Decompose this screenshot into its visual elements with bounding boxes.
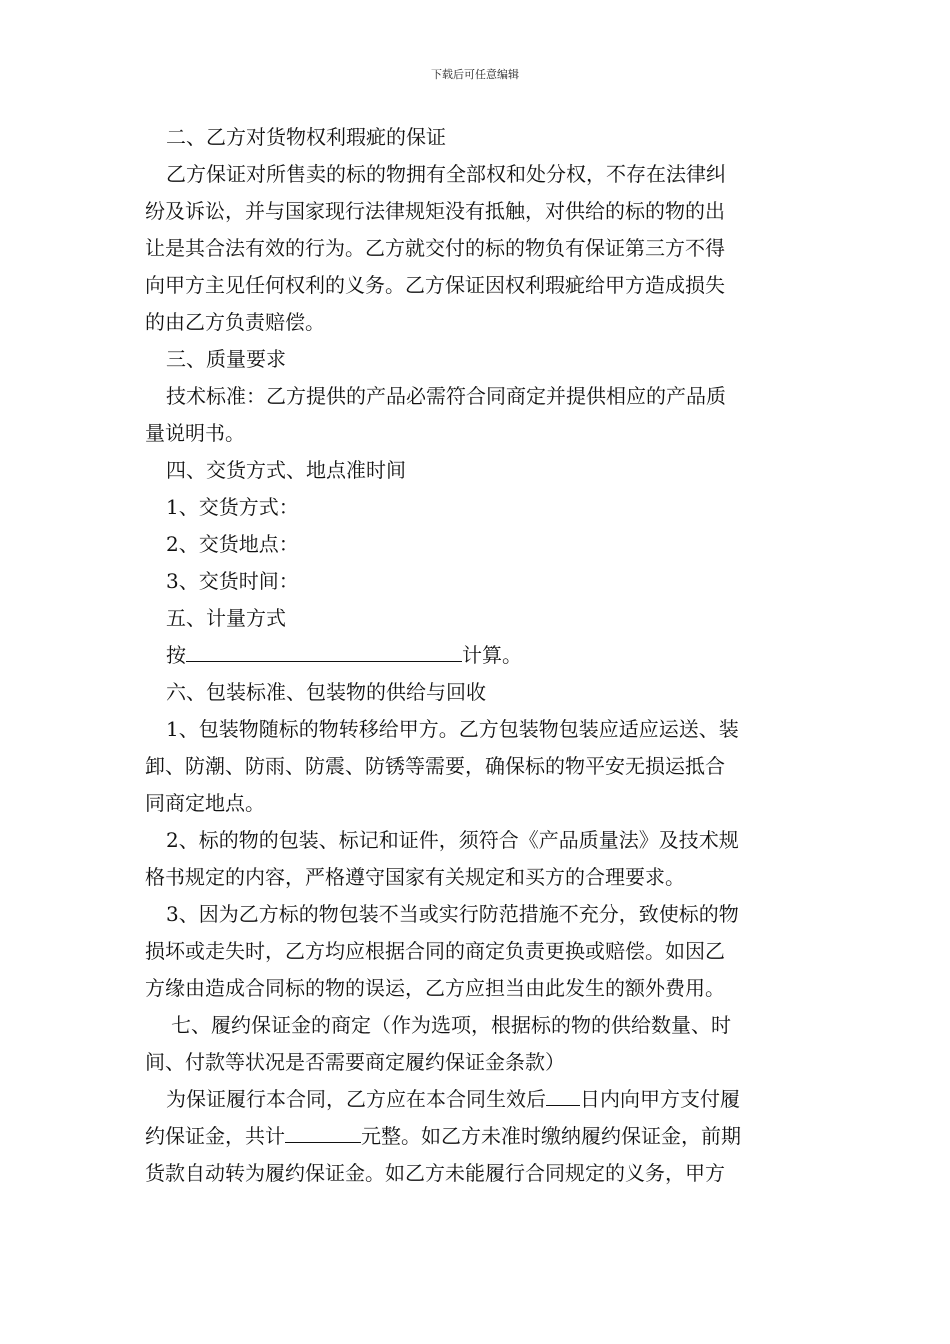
packaging-clause-1-line: 同商定地点。 [145,791,265,815]
deposit-text: 元整。如乙方未准时缴纳履约保证金，前期 [361,1124,741,1148]
deposit-text: 日内向甲方支付履 [580,1087,740,1111]
packaging-clause-3-line: 损坏或走失时，乙方均应根据合同的商定负责更换或赔偿。如因乙 [145,939,725,963]
delivery-method-item: 1、交货方式： [166,495,299,519]
section-heading-6: 六、包装标准、包装物的供给与回收 [166,680,486,704]
packaging-clause-2-line: 2、标的物的包装、标记和证件，须符合《产品质量法》及技术规 [166,828,739,852]
section-heading-3: 三、质量要求 [166,347,286,371]
measurement-blank[interactable] [186,639,462,662]
document-body [145,119,807,1192]
deposit-text: 约保证金，共计 [145,1124,285,1148]
delivery-location-item: 2、交货地点： [166,532,299,556]
paragraph-warranty-line: 的由乙方负责赔偿。 [145,310,325,334]
page-header: 下载后可任意编辑 [431,68,519,81]
section-heading-7-line: 七、履约保证金的商定（作为选项，根据标的物的供给数量、时 [171,1013,731,1037]
measurement-prefix: 按 [166,643,186,667]
deposit-amount-blank[interactable] [285,1120,361,1143]
paragraph-warranty-line: 向甲方主见任何权利的义务。乙方保证因权利瑕疵给甲方造成损失 [145,273,725,297]
deposit-text: 为保证履行本合同，乙方应在本合同生效后 [166,1087,546,1111]
paragraph-warranty-line: 乙方保证对所售卖的标的物拥有全部权和处分权，不存在法律纠 [166,162,726,186]
measurement-line [145,637,807,674]
section-heading-4: 四、交货方式、地点准时间 [166,458,406,482]
section-heading-5: 五、计量方式 [166,606,286,630]
deposit-days-blank[interactable] [546,1083,580,1106]
paragraph-warranty-line: 纷及诉讼，并与国家现行法律规矩没有抵触，对供给的标的物的出 [145,199,725,223]
section-heading-2: 二、乙方对货物权利瑕疵的保证 [166,125,446,149]
section-heading-7-line: 间、付款等状况是否需要商定履约保证金条款） [145,1050,565,1074]
packaging-clause-3-line: 方缘由造成合同标的物的误运，乙方应担当由此发生的额外费用。 [145,976,725,1000]
deposit-paragraph-line: 货款自动转为履约保证金。如乙方未能履行合同规定的义务，甲方 [145,1161,725,1185]
deposit-paragraph-line [145,1081,807,1118]
paragraph-warranty-line: 让是其合法有效的行为。乙方就交付的标的物负有保证第三方不得 [145,236,725,260]
paragraph-quality-line: 技术标准：乙方提供的产品必需符合同商定并提供相应的产品质 [166,384,726,408]
deposit-paragraph-line [145,1118,807,1155]
paragraph-quality-line: 量说明书。 [145,421,245,445]
packaging-clause-3-line: 3、因为乙方标的物包装不当或实行防范措施不充分，致使标的物 [166,902,739,926]
delivery-time-item: 3、交货时间： [166,569,299,593]
packaging-clause-1-line: 卸、防潮、防雨、防震、防锈等需要，确保标的物平安无损运抵合 [145,754,725,778]
packaging-clause-1-line: 1、包装物随标的物转移给甲方。乙方包装物包装应适应运送、装 [166,717,739,741]
packaging-clause-2-line: 格书规定的内容，严格遵守国家有关规定和买方的合理要求。 [145,865,685,889]
measurement-suffix: 计算。 [462,643,522,667]
